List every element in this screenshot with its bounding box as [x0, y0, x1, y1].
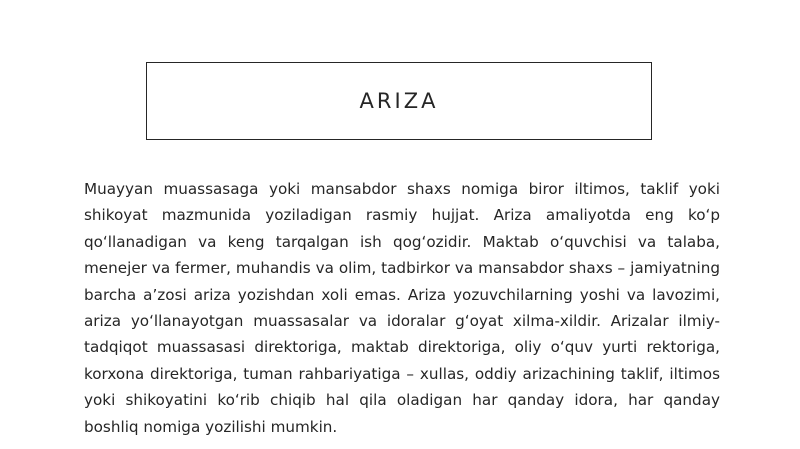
slide-title: ARIZA — [359, 89, 439, 113]
slide-body-text: Muayyan muassasaga yoki mansabdor shaxs nomiga biror iltimos, taklif yoki shikoyat mazmunida yoziladigan rasmiy hujjat. Ariza amaliyotda eng koʻp qoʻllanadigan va keng tarqalgan ish qogʻozidir. Maktab oʻquvchisi va talaba, menejer va fermer, muhandis va olim, tadbirkor va mansabdor shaxs – jamiyatning barcha aʼzosi ariza yozishdan xoli emas. Ariza yozuvchilarning yoshi va lavozimi, ariza yoʻllanayotgan muassasalar va idoralar gʻoyat xilma-xildir. Arizalar ilmiy-tadqiqot muassasasi direktoriga, maktab direktoriga, oliy oʻquv yurti rektoriga, korxona direktoriga, tuman rahbariyatiga – xullas, oddiy arizachining taklif, iltimos yoki shikoyatini koʻrib chiqib hal qila oladigan har qanday idora, har qanday boshliq nomiga yozilishi mumkin. — [84, 180, 720, 436]
title-box — [146, 62, 652, 140]
